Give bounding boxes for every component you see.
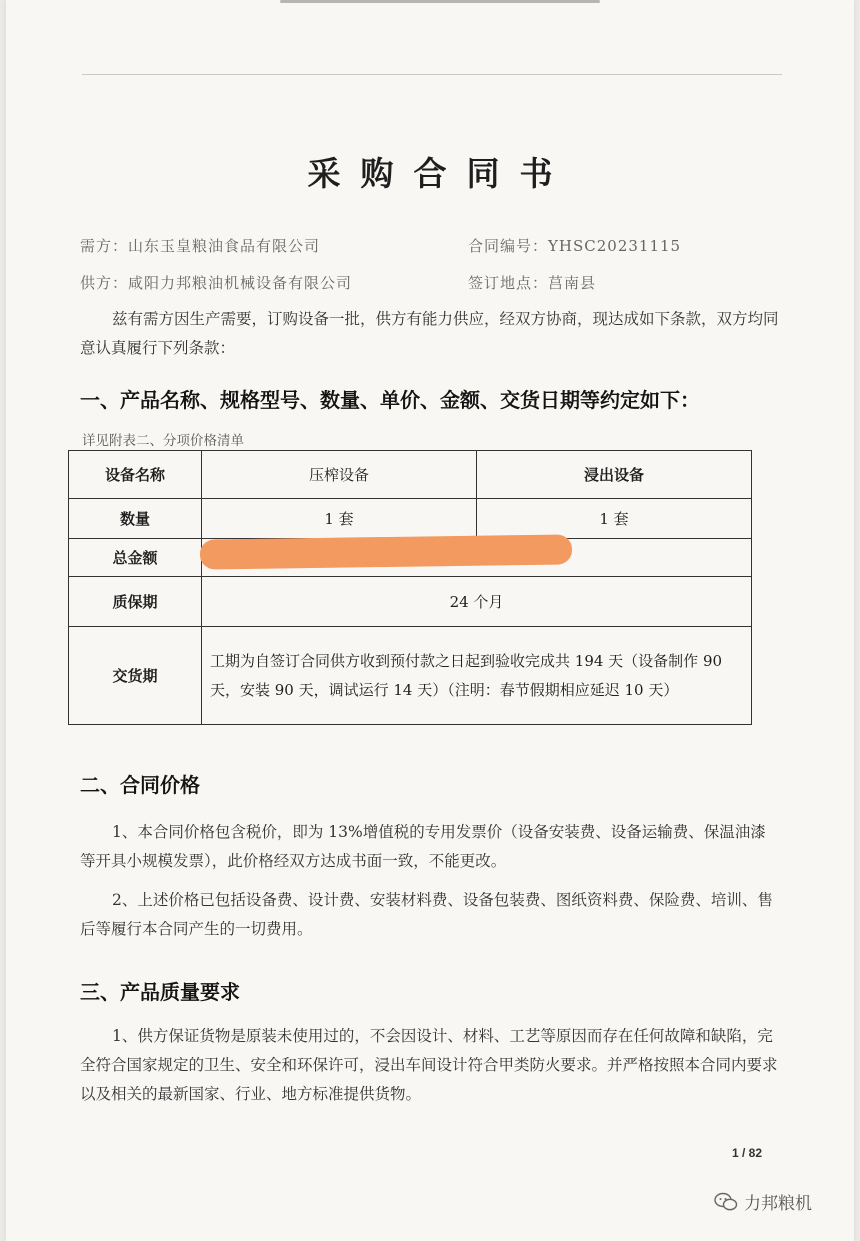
equipment-name-label: 设备名称 (69, 451, 202, 499)
section-1-note: 详见附表二、分项价格清单 (82, 433, 244, 449)
table-row (69, 577, 752, 627)
page-number: 1 / 82 (732, 1146, 763, 1160)
redaction-mark (200, 534, 572, 569)
contract-title: 采购合同书 (307, 154, 573, 193)
delivery-value: 工期为自签订合同供方收到预付款之日起到验收完成共 194 天（设备制作 90 天，安装 90 天，调试运行 14 天）（注明：春节假期相应延迟 10 天） (202, 627, 752, 725)
watermark-text: 力邦粮机 (744, 1194, 812, 1214)
section-2-paragraph-1: 1、本合同价格包含税价，即为 13%增值税的专用发票价（设备安装费、设备运输费、保温油漆等开具小规模发票），此价格经双方达成书面一致，不能更改。 (80, 823, 766, 870)
table-row (69, 627, 752, 725)
section-2-paragraph-2: 2、上述价格已包括设备费、设计费、安装材料费、设备包装费、图纸资料费、保险费、培训、售后等履行本合同产生的一切费用。 (80, 891, 773, 938)
section-1-heading: 一、产品名称、规格型号、数量、单价、金额、交货日期等约定如下： (80, 388, 700, 412)
warranty-label: 质保期 (69, 577, 202, 627)
press-equipment: 压榨设备 (202, 451, 477, 499)
signing-place: 签订地点：莒南县 (468, 274, 597, 292)
extraction-equipment: 浸出设备 (476, 451, 751, 499)
table-row (69, 451, 752, 499)
quantity-label: 数量 (69, 499, 202, 539)
seller-line: 供方：咸阳力邦粮油机械设备有限公司 (80, 274, 353, 292)
table-row (69, 499, 752, 539)
equipment-table (68, 450, 752, 725)
press-quantity: 1 套 (202, 499, 477, 539)
watermark (714, 1189, 812, 1214)
delivery-label: 交货期 (69, 627, 202, 725)
contract-number: 合同编号：YHSC20231115 (468, 237, 682, 255)
page-top-edge (280, 0, 600, 3)
section-3-paragraph-1: 1、供方保证货物是原装未使用过的，不会因设计、材料、工艺等原因而存在任何故障和缺陷，完全符合国家规定的卫生、安全和环保许可，浸出车间设计符合甲类防火要求。并严格按照本合同内要求以及相关的最新国家、行业、地方标准提供货物。 (80, 1027, 778, 1103)
wechat-icon (714, 1192, 738, 1212)
extraction-quantity: 1 套 (476, 499, 751, 539)
section-2-heading: 二、合同价格 (80, 773, 200, 797)
header-rule (82, 74, 782, 75)
intro-paragraph: 兹有需方因生产需要，订购设备一批，供方有能力供应，经双方协商，现达成如下条款，双方均同意认真履行下列条款： (80, 310, 779, 357)
warranty-value: 24 个月 (202, 577, 752, 627)
section-3-heading: 三、产品质量要求 (80, 980, 240, 1004)
total-amount-label: 总金额 (69, 539, 202, 577)
buyer-line: 需方：山东玉皇粮油食品有限公司 (80, 237, 321, 255)
